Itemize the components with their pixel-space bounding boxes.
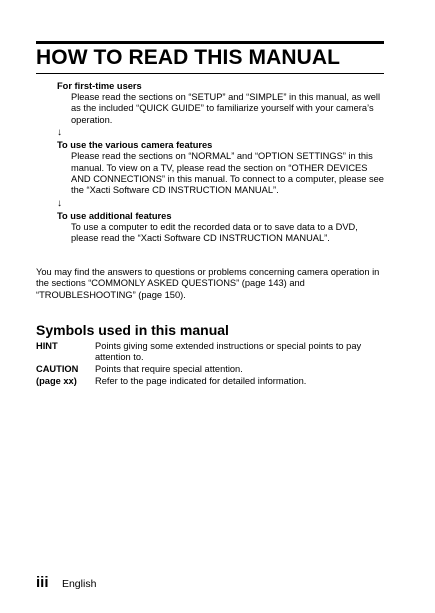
- flow-step-first-time: [57, 80, 387, 126]
- symbol-row-hint: [36, 341, 388, 364]
- flow-step-additional-features: [57, 210, 387, 245]
- title-rule-bottom: [36, 73, 384, 74]
- flow-body: Please read the sections on “SETUP” and “SIMPLE” in this manual, as well as the included “QUICK GUIDE” to familiarize yourself with your camera’s operation.: [71, 92, 381, 125]
- flow-heading: For first-time users: [57, 81, 142, 91]
- down-arrow-icon: ↓: [57, 127, 62, 139]
- flow-heading: To use additional features: [57, 210, 172, 221]
- faq-paragraph: You may find the answers to questions or problems concerning camera operation in the sections “COMMONLY ASKED QUESTIONS” (page 143) and “TROUBLESHOOTING” (page 150).: [36, 267, 380, 300]
- title-rule-top: [36, 41, 384, 44]
- flow-step-camera-features: [57, 139, 387, 197]
- language-label: English: [61, 578, 97, 590]
- page-number: iii: [36, 574, 49, 591]
- reading-flow: [57, 80, 387, 245]
- down-arrow-icon: ↓: [57, 197, 62, 209]
- symbol-description: Points giving some extended instructions or special points to pay attention to.: [95, 341, 362, 363]
- page-title: HOW TO READ THIS MANUAL: [36, 46, 341, 69]
- flow-body: Please read the sections on “NORMAL” and “OPTION SETTINGS” in this manual. To view on a TV, please read the section on “OTHER DEVICES AND CONNECTIONS” in this manual. To connect to a computer, please see the “Xacti Software CD INSTRUCTION MANUAL”.: [71, 151, 384, 196]
- symbol-term: (page xx): [36, 376, 77, 386]
- flow-heading: To use the various camera features: [57, 140, 213, 151]
- symbol-row-page: [36, 376, 388, 387]
- symbol-term: CAUTION: [36, 364, 79, 374]
- page-footer: [36, 573, 96, 593]
- symbol-row-caution: [36, 364, 388, 375]
- symbol-term: HINT: [36, 341, 58, 351]
- symbol-description: Refer to the page indicated for detailed information.: [95, 376, 307, 386]
- flow-body: To use a computer to edit the recorded data or to save data to a DVD, please read the “Xacti Software CD INSTRUCTION MANUAL”.: [71, 221, 358, 244]
- symbols-heading: Symbols used in this manual: [36, 322, 229, 338]
- symbol-description: Points that require special attention.: [95, 364, 243, 374]
